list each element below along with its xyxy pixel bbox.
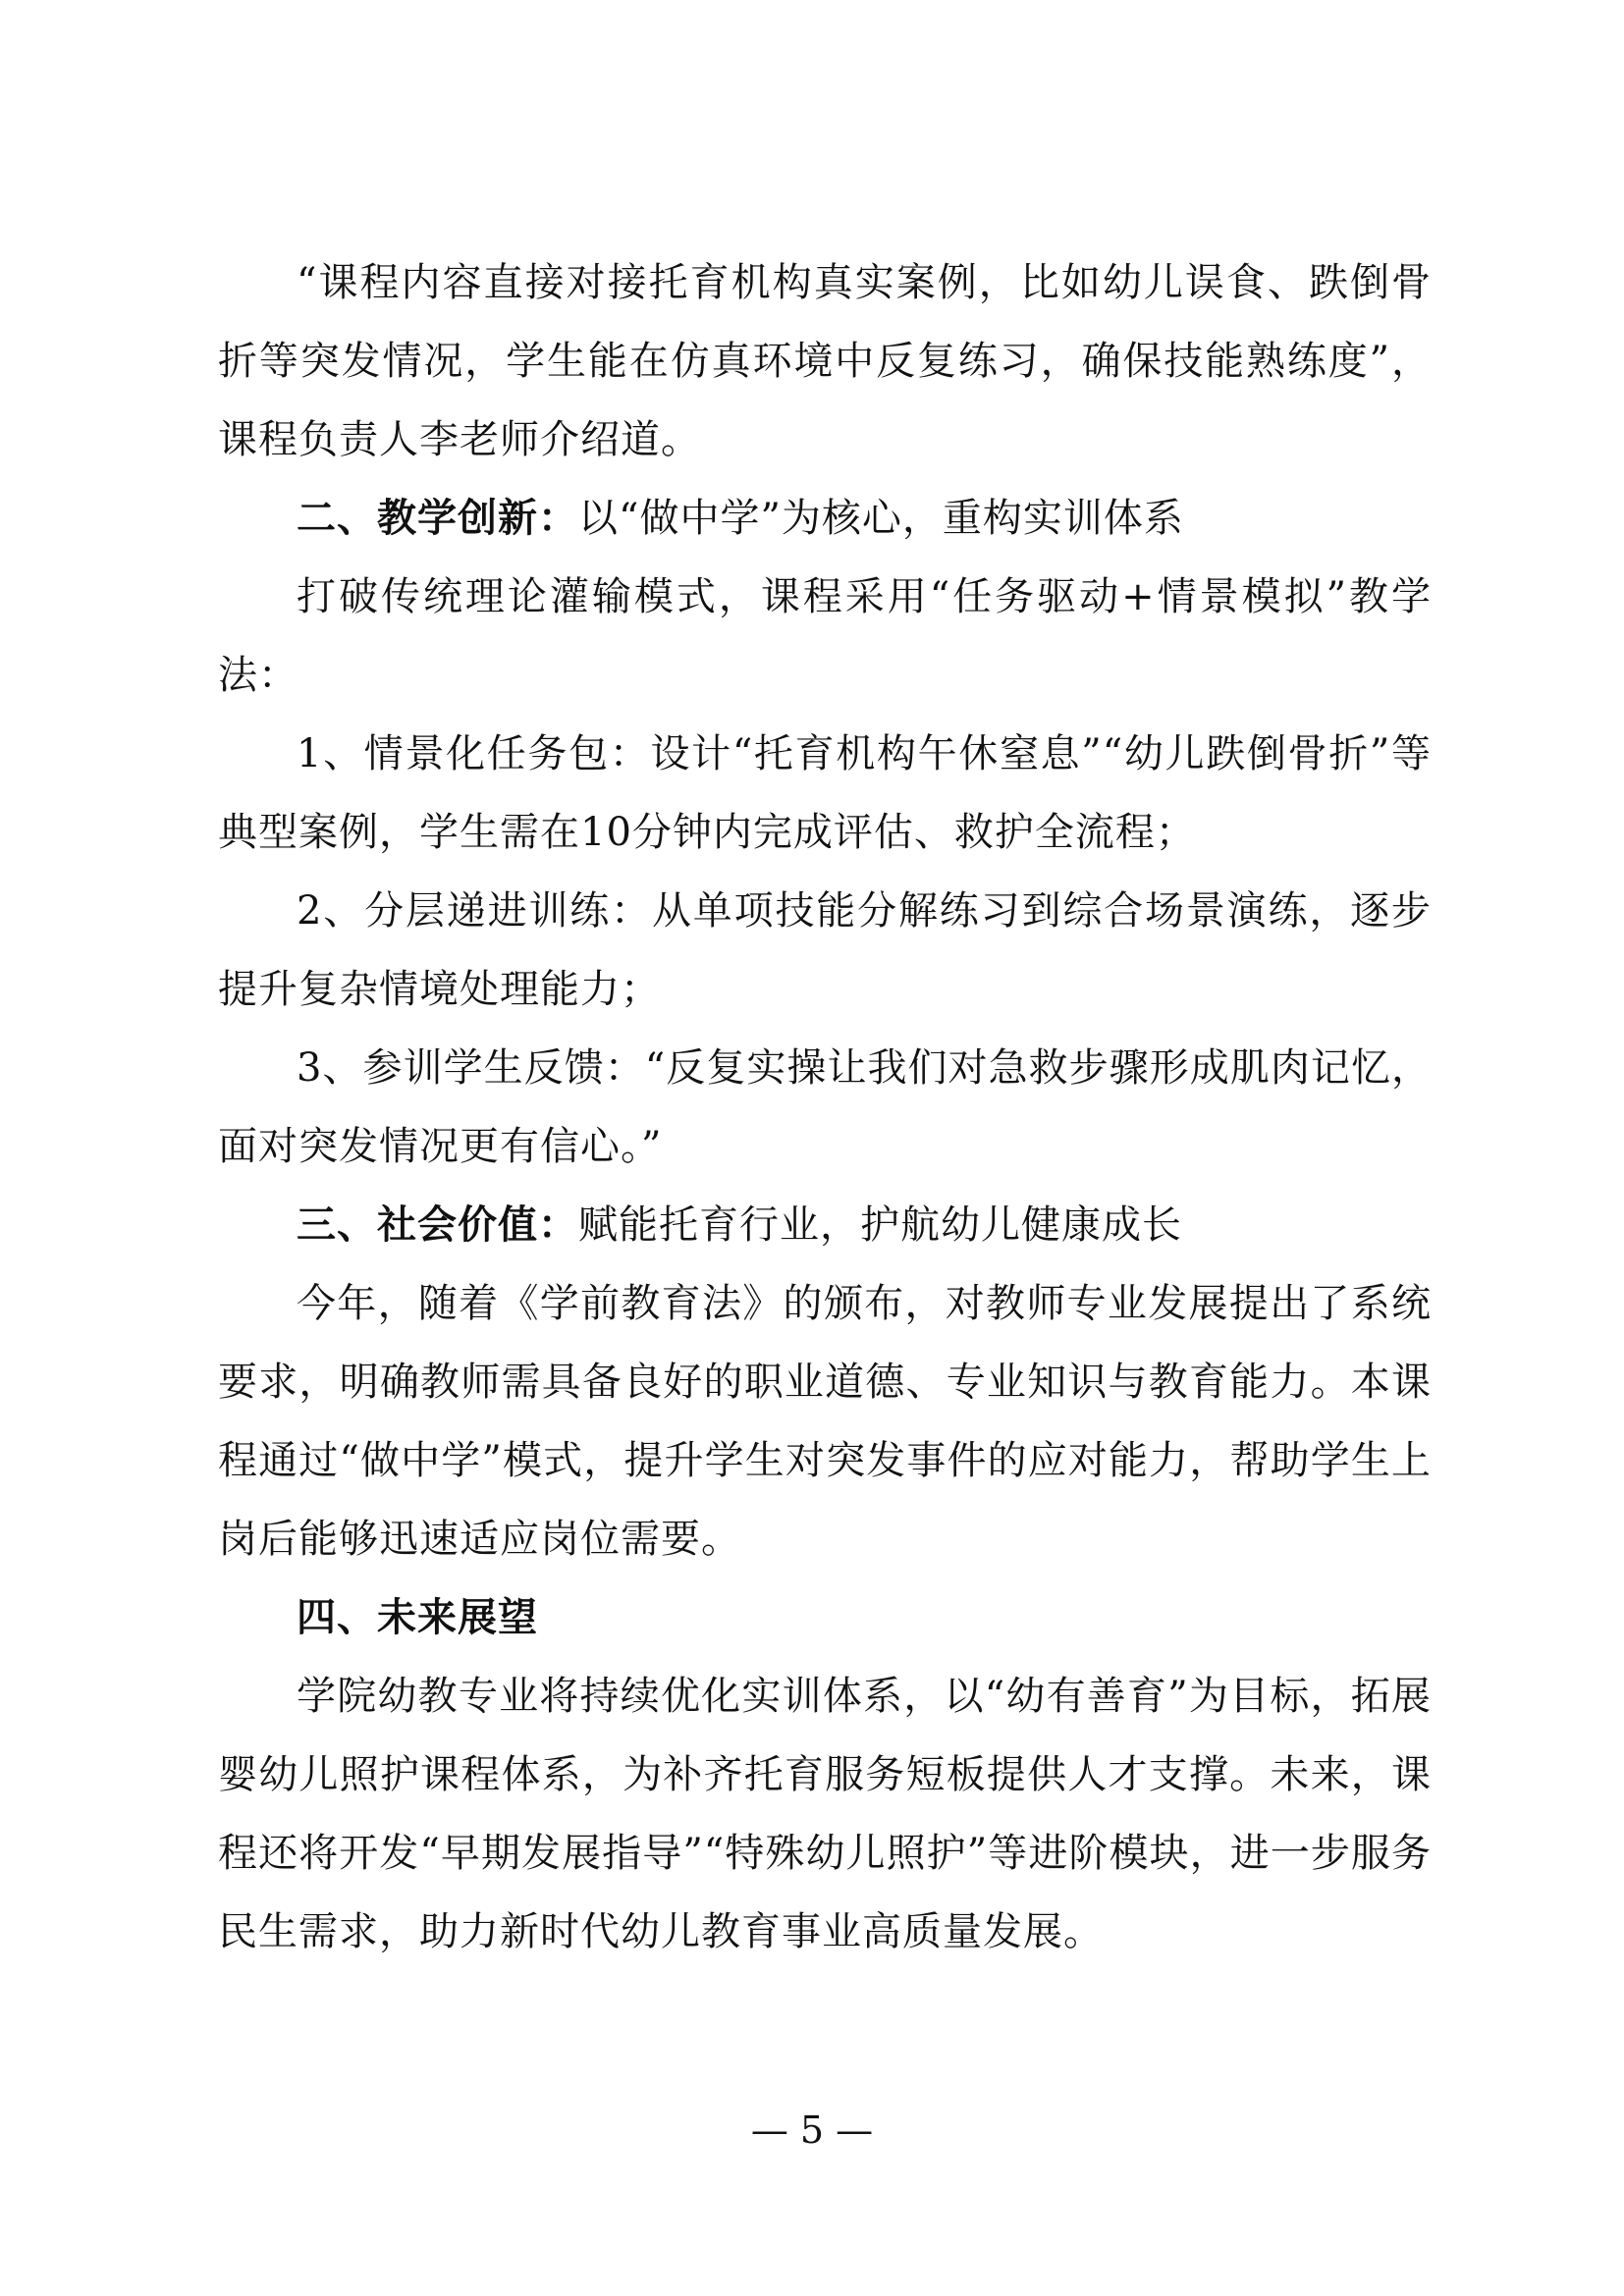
list-item-student-feedback: 3、参训学生反馈：“反复实操让我们对急救步骤形成肌肉记忆，面对突发情况更有信心。” [218,1045,1432,1169]
paragraph-social-value: 今年，随着《学前教育法》的颁布，对教师专业发展提出了系统要求，明确教师需具备良好的职业道德、专业知识与教育能力。本课程通过“做中学”模式，提升学生对突发事件的应对能力，帮助学生上岗后能够迅速适应岗位需要。 [218,1281,1432,1562]
list-item-layered-training: 2、分层递进训练：从单项技能分解练习到综合场景演练，逐步提升复杂情境处理能力； [218,888,1432,1012]
section-heading-title: 四、未来展望 [297,1595,538,1640]
paragraph-future-outlook: 学院幼教专业将持续优化实训体系，以“幼有善育”为目标，拓展婴幼儿照护课程体系，为补齐托育服务短板提供人才支撑。未来，课程还将开发“早期发展指导”“特殊幼儿照护”等进阶模块，进一步服务民生需求，助力新时代幼儿教育事业高质量发展。 [218,1674,1432,1954]
section-heading-future-outlook [218,1578,1432,1657]
section-heading-title: 三、社会价值： [297,1202,578,1248]
section-heading-title: 二、教学创新： [297,496,578,541]
list-item-task-package: 1、情景化任务包：设计“托育机构午休窒息”“幼儿跌倒骨折”等典型案例，学生需在10分钟内完成评估、救护全流程； [218,731,1432,855]
quote-paragraph: “课程内容直接对接托育机构真实案例，比如幼儿误食、跌倒骨折等突发情况，学生能在仿真环境中反复练习，确保技能熟练度”，课程负责人李老师介绍道。 [218,260,1432,462]
section-heading-subtitle: 赋能托育行业，护航幼儿健康成长 [578,1202,1182,1248]
section-heading-subtitle: 以“做中学”为核心，重构实训体系 [578,496,1184,541]
page-number: — 5 — [750,2109,874,2152]
document-body [218,243,1432,1971]
paragraph-teaching-method: 打破传统理论灌输模式，课程采用“任务驱动+情景模拟”教学法： [218,574,1432,698]
section-heading-social-value [218,1186,1432,1264]
section-heading-teaching-innovation [218,479,1432,558]
